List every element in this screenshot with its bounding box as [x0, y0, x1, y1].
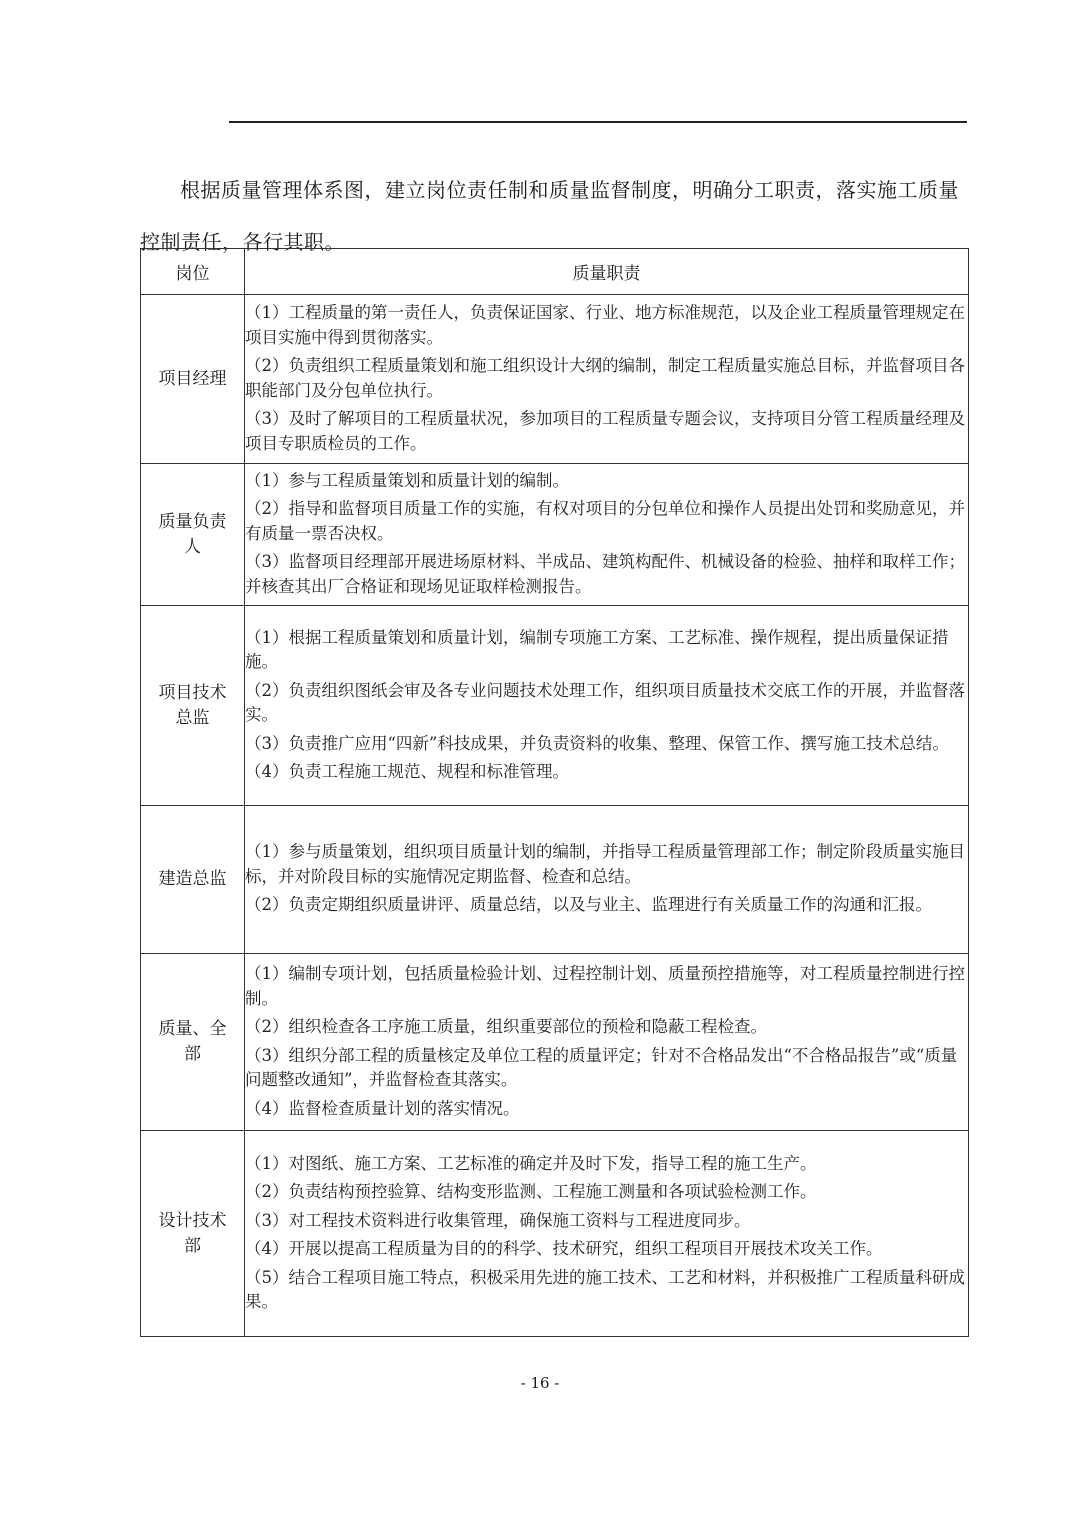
duty-item: （4）开展以提高工程质量为目的的科学、技术研究，组织工程项目开展技术攻关工作。 [245, 1239, 883, 1258]
duty-item: （3）监督项目经理部开展进场原材料、半成品、建筑构配件、机械设备的检验、抽样和取样工作；并核查其出厂合格证和现场见证取样检测报告。 [245, 552, 965, 596]
duty-item: （4）负责工程施工规范、规程和标准管理。 [245, 762, 569, 781]
duty-item: （1）对图纸、施工方案、工艺标准的确定并及时下发，指导工程的施工生产。 [245, 1153, 817, 1173]
post-cell: 项目经理 [141, 295, 245, 464]
duty-item: （3）对工程技术资料进行收集管理，确保施工资料与工程进度同步。 [245, 1210, 751, 1230]
duty-item: （5）结合工程项目施工特点，积极采用先进的施工技术、工艺和材料，并积极推广工程质量科研成果。 [245, 1267, 965, 1311]
duty-item: （1）编制专项计划，包括质量检验计划、过程控制计划、质量预控措施等，对工程质量控制进行控制。 [245, 964, 965, 1008]
post-cell [141, 954, 245, 1131]
duties-cell [245, 464, 969, 606]
duties-cell [245, 806, 969, 954]
post-cell: 建造总监 [141, 806, 245, 954]
post-label: 质量负责人 [158, 511, 227, 557]
duty-item: （3）组织分部工程的质量核定及单位工程的质量评定；针对不合格品发出“不合格品报告”或“质量问题整改通知”，并监督检查其落实。 [245, 1045, 958, 1089]
intro-paragraph: 根据质量管理体系图，建立岗位责任制和质量监督制度，明确分工职责，落实施工质量控制责任，各行其职。 [140, 178, 959, 254]
duty-item: （2）负责定期组织质量讲评、质量总结，以及与业主、监理进行有关质量工作的沟通和汇报。 [245, 895, 932, 915]
quality-duty-table [140, 248, 969, 1337]
duties-cell [245, 295, 969, 464]
header-rule [229, 121, 967, 123]
table-row [141, 295, 969, 464]
duty-item: （2）组织检查各工序施工质量，组织重要部位的预检和隐蔽工程检查。 [245, 1017, 767, 1036]
table-row [141, 806, 969, 954]
table-row [141, 954, 969, 1131]
duty-item: （3）负责推广应用“四新”科技成果，并负责资料的收集、整理、保管工作、撰写施工技术总结。 [245, 733, 949, 753]
post-label: 质量、全部 [158, 1019, 227, 1064]
table-header-row [141, 249, 969, 295]
duty-item: （3）及时了解项目的工程质量状况，参加项目的工程质量专题会议，支持项目分管工程质量经理及项目专职质检员的工作。 [245, 409, 965, 453]
duty-item: （2）负责结构预控验算、结构变形监测、工程施工测量和各项试验检测工作。 [245, 1182, 817, 1201]
duty-item: （2）指导和监督项目质量工作的实施，有权对项目的分包单位和操作人员提出处罚和奖励意见，并有质量一票否决权。 [245, 499, 965, 543]
post-cell [141, 606, 245, 806]
post-cell [141, 1131, 245, 1337]
duty-item: （1）参与质量策划，组织项目质量计划的编制，并指导工程质量管理部工作；制定阶段质量实施目标，并对阶段目标的实施情况定期监督、检查和总结。 [245, 842, 965, 886]
duties-cell [245, 1131, 969, 1337]
duty-item: （1）参与工程质量策划和质量计划的编制。 [245, 470, 569, 490]
post-label: 设计技术部 [158, 1210, 227, 1256]
duty-item: （1）工程质量的第一责任人，负责保证国家、行业、地方标准规范，以及企业工程质量管理规定在项目实施中得到贯彻落实。 [245, 303, 965, 347]
duty-item: （1）根据工程质量策划和质量计划，编制专项施工方案、工艺标准、操作规程，提出质量保证措施。 [245, 627, 949, 671]
table-row [141, 1131, 969, 1337]
table-row [141, 464, 969, 606]
table-row [141, 606, 969, 806]
duties-cell [245, 606, 969, 806]
header-duties: 质量职责 [245, 249, 969, 295]
duties-cell [245, 954, 969, 1131]
duty-item: （4）监督检查质量计划的落实情况。 [245, 1098, 520, 1118]
header-post: 岗位 [141, 249, 245, 295]
post-cell [141, 464, 245, 606]
post-label: 项目技术总监 [158, 682, 227, 728]
duty-item: （2）负责组织图纸会审及各专业问题技术处理工作，组织项目质量技术交底工作的开展，并监督落实。 [245, 680, 965, 724]
duty-item: （2）负责组织工程质量策划和施工组织设计大纲的编制，制定工程质量实施总目标，并监督项目各职能部门及分包单位执行。 [245, 356, 965, 400]
page-number: - 16 - [520, 1374, 560, 1392]
